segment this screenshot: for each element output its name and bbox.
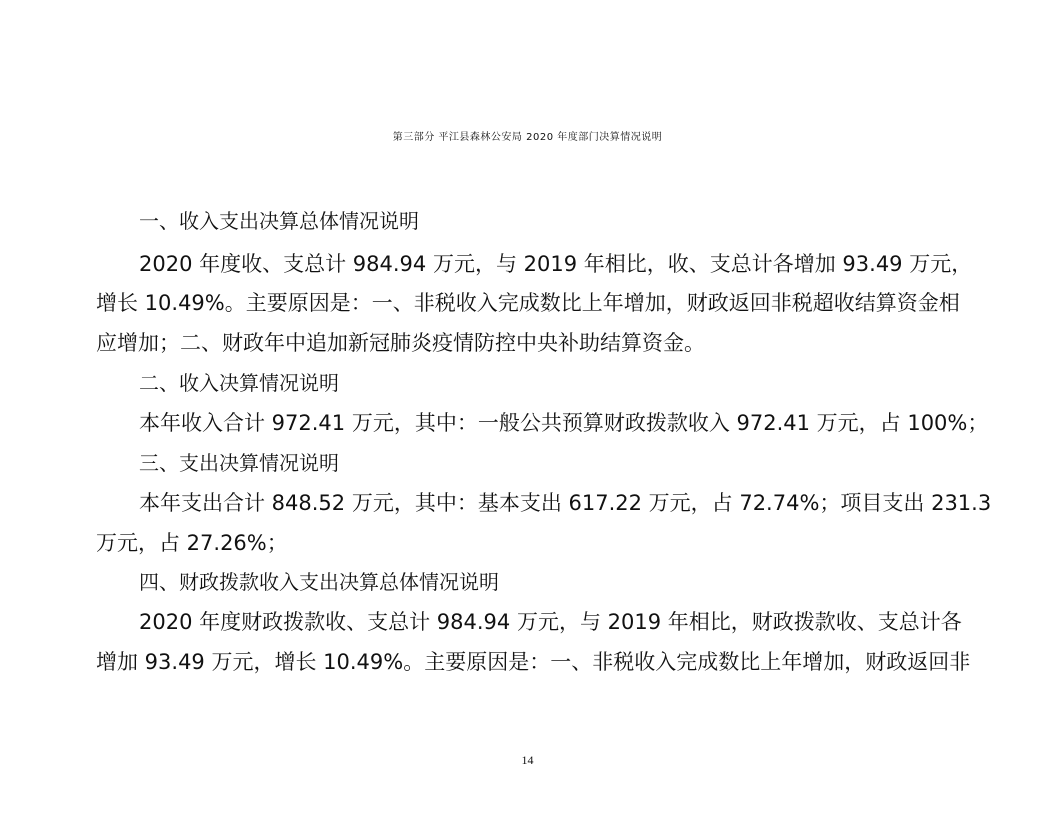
section-heading-2: 二、收入决算情况说明 (139, 371, 339, 395)
paragraph-2-line-1: 本年收入合计 972.41 万元，其中：一般公共预算财政拨款收入 972.41 万元，占 100%； (139, 411, 989, 435)
section-heading-4: 四、财政拨款收入支出决算总体情况说明 (139, 570, 499, 594)
paragraph-3-line-1: 本年支出合计 848.52 万元，其中：基本支出 617.22 万元，占 72.74%；项目支出 231.3 (139, 491, 992, 515)
paragraph-1-line-2: 增长 10.49%。主要原因是：一、非税收入完成数比上年增加，财政返回非税超收结算资金相 (96, 291, 960, 315)
page-number: 14 (521, 753, 534, 767)
section-heading-3: 三、支出决算情况说明 (139, 451, 339, 475)
paragraph-1-line-1: 2020 年度收、支总计 984.94 万元，与 2019 年相比，收、支总计各增加 93.49 万元， (139, 252, 973, 276)
paragraph-4-line-2: 增加 93.49 万元，增长 10.49%。主要原因是：一、非税收入完成数比上年增加，财政返回非 (96, 650, 971, 674)
page-title: 第三部分 平江县森林公安局 2020 年度部门决算情况说明 (392, 132, 663, 143)
paragraph-3-line-2: 万元，占 27.26%； (96, 531, 288, 555)
paragraph-4-line-1: 2020 年度财政拨款收、支总计 984.94 万元，与 2019 年相比，财政拨款收、支总计各 (139, 610, 962, 634)
section-heading-1: 一、收入支出决算总体情况说明 (139, 209, 419, 233)
paragraph-1-line-3: 应增加；二、财政年中追加新冠肺炎疫情防控中央补助结算资金。 (96, 331, 705, 355)
